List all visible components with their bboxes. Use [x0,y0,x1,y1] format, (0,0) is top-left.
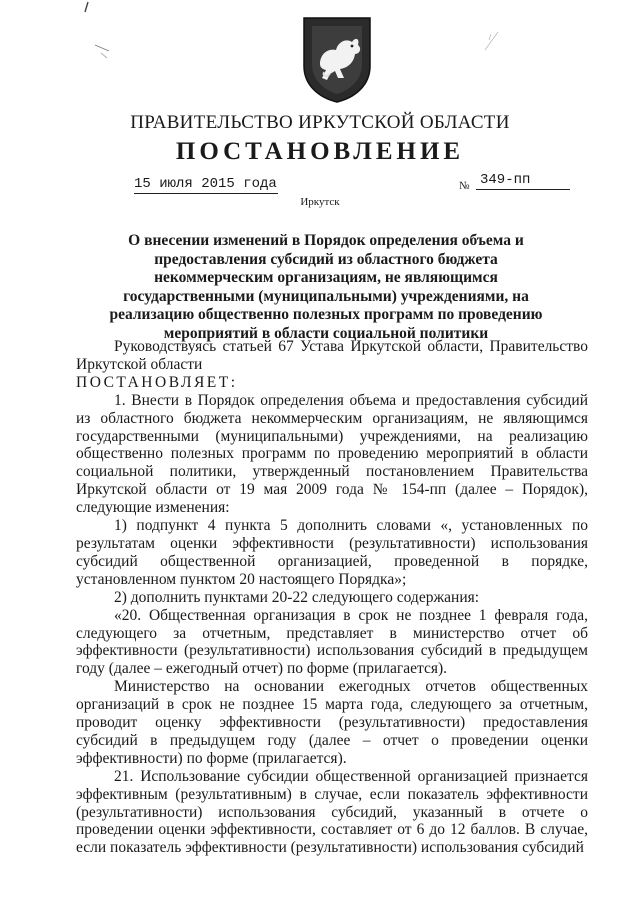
document-type: ПОСТАНОВЛЕНИЕ [175,138,465,165]
number-sign: № [459,180,470,192]
paragraph-20: «20. Общественная организация в срок не позднее 1 февраля года, следующего за отчетным, представляет в министерство отчет об эффективности (результативности) использования субсидий в предыдущем году (далее – ежегодный отчет) по форме (прилагается). [76,606,588,678]
paragraph-21: 21. Использование субсидии общественной организацией признается эффективным (результативным) в случае, если показатель эффективности (результативности) использования субсидий, указанный в отчете о проведении оценки эффективности, составляет от 6 до 12 баллов. В случае, если показатель эффективности (результативности) использования субсидий [76,767,588,857]
intro-paragraph: Руководствуясь статьей 67 Устава Иркутской области, Правительство Иркутской области [76,338,588,373]
document-date: 15 июля 2015 года [134,176,277,192]
document-city: Иркутск [300,196,340,208]
paragraph-20-ministry: Министерство на основании ежегодных отчетов общественных организаций в срок не позднее 15 марта года, следующего за отчетным, проводит оценку эффективности (результативности) предоставления субсидий в предыдущем году (далее – отчет о проведении оценки эффективности) по форме (прилагается). [76,678,588,767]
subparagraph-1: 1) подпункт 4 пункта 5 дополнить словами «, установленных по результатам оценки эффективности (результативности) использования субсидий общественной организацией, проведенной в порядке, установленном пунктом 20 настоящего Порядка»; [76,517,588,588]
scan-mark [82,0,92,14]
resolves-word: ПОСТАНОВЛЯЕТ: [76,373,238,391]
document-number: 349-пп [476,172,570,190]
document-body [76,338,588,857]
scan-mark [482,30,502,52]
subparagraph-2: 2) дополнить пунктами 20-22 следующего содержания: [114,588,480,606]
government-name: ПРАВИТЕЛЬСТВО ИРКУТСКОЙ ОБЛАСТИ [130,112,510,133]
scan-mark [93,42,113,60]
coat-of-arms-icon [300,16,374,104]
document-heading: О внесении изменений в Порядок определения объема и предоставления субсидий из областного бюджета некоммерческим организациям, не являющимся государственными (муниципальными) учреждениями, на реализацию общественно полезных программ по проведению мероприятий в области социальной политики [109,232,543,342]
paragraph-1: 1. Внести в Порядок определения объема и предоставления субсидий из областного бюджета некоммерческим организациям, не являющимся государственными (муниципальными) учреждениями, на реализацию общественно полезных программ по проведению мероприятий в области социальной политики, утвержденный постановлением Правительства Иркутской области от 19 мая 2009 года № 154-пп (далее – Порядок), следующие изменения: [76,391,588,517]
